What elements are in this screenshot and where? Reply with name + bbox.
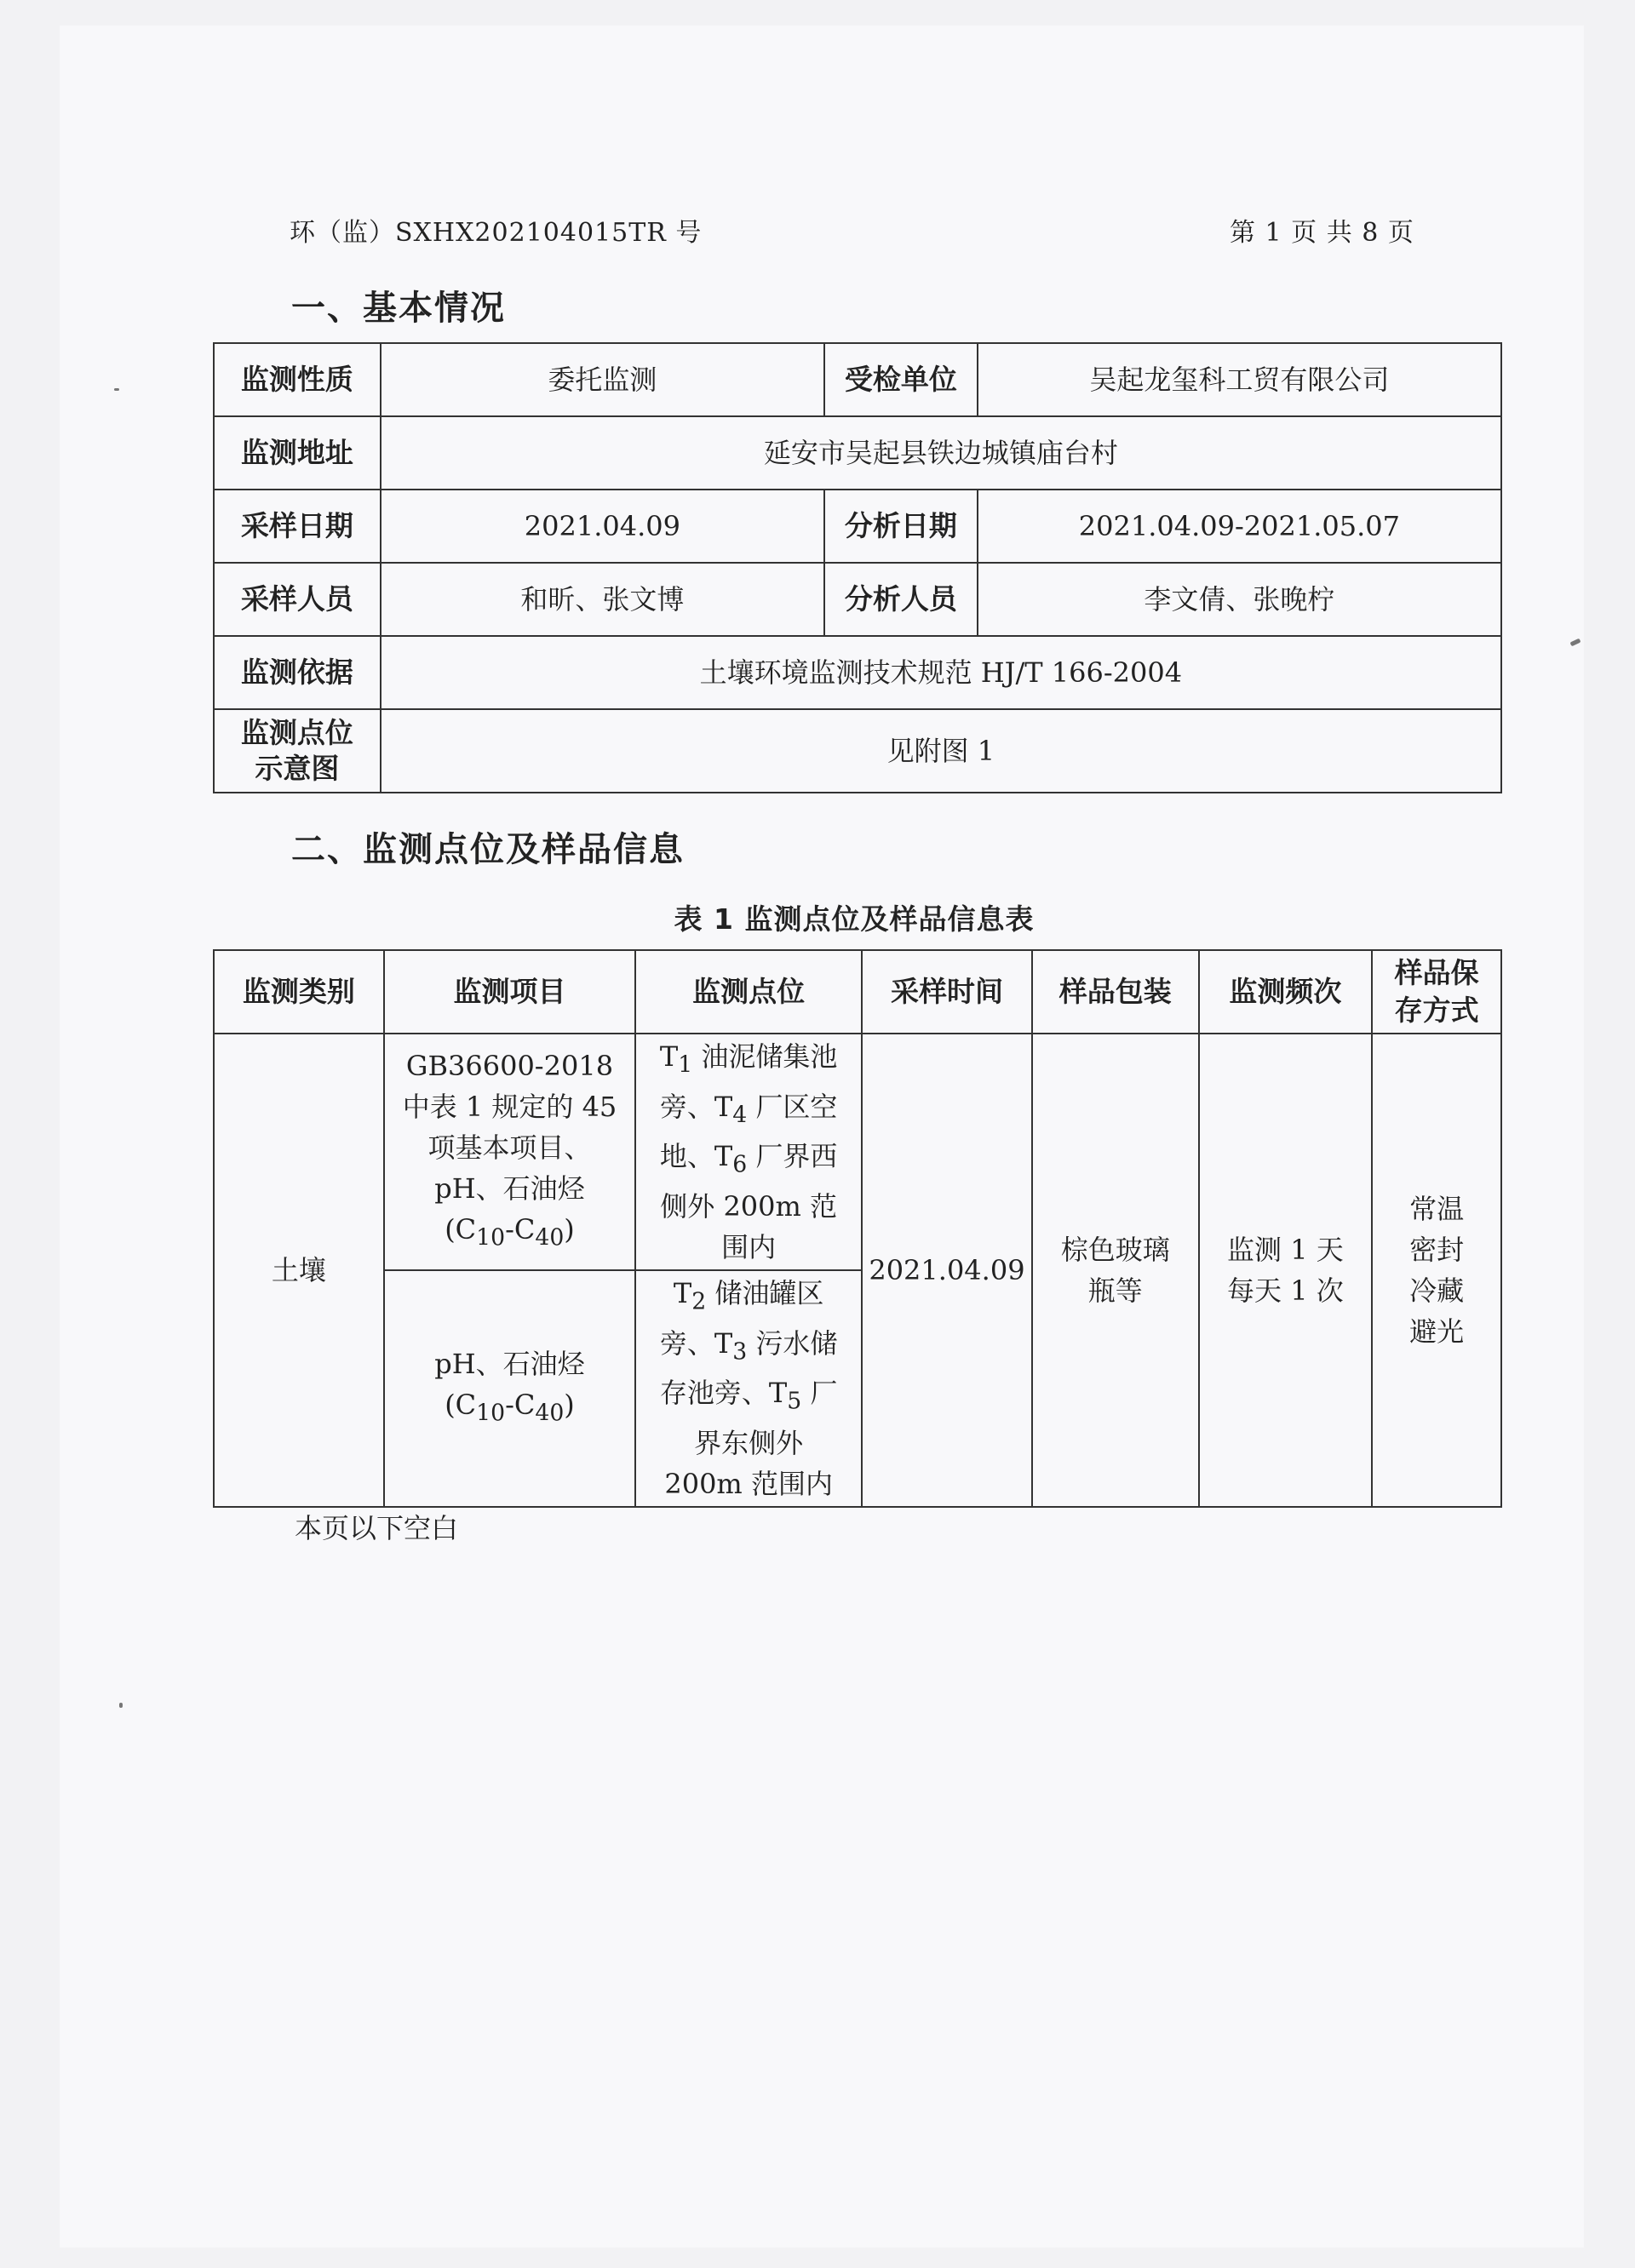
header-point: 监测点位: [635, 950, 862, 1034]
table-row: [214, 416, 1501, 490]
address-value: 延安市吴起县铁边城镇庙台村: [381, 416, 1501, 490]
storage-line-2: 密封: [1409, 1234, 1465, 1266]
frequency-line-2: 每天 1 次: [1227, 1274, 1344, 1307]
storage-line-1: 常温: [1409, 1193, 1465, 1225]
item-cell-1: [384, 1034, 636, 1270]
analysis-date-value: 2021.04.09-2021.05.07: [978, 490, 1501, 563]
unit-label: 受检单位: [824, 343, 978, 416]
category-cell: 土壤: [214, 1034, 384, 1507]
item-1-line-4: pH、石油烃: [434, 1171, 585, 1205]
header-frequency: 监测频次: [1199, 950, 1373, 1034]
point-1-line-4: 侧外 200m 范: [660, 1189, 838, 1223]
nature-label: 监测性质: [214, 343, 381, 416]
nature-value: 委托监测: [381, 343, 824, 416]
storage-line-4: 避光: [1409, 1315, 1465, 1348]
point-cell-1: [635, 1034, 862, 1270]
point-1-line-1: $T_1$ 油泥储集池: [659, 1040, 838, 1079]
time-cell: 2021.04.09: [862, 1034, 1032, 1507]
map-label-line-2: 示意图: [255, 752, 340, 785]
frequency-line-1: 监测 1 天: [1227, 1234, 1344, 1266]
section-2-title: 二、监测点位及样品信息: [291, 830, 685, 869]
point-cell-2: [635, 1270, 862, 1507]
header-category: 监测类别: [214, 950, 384, 1034]
header-item: 监测项目: [384, 950, 636, 1034]
basis-value: 土壤环境监测技术规范 HJ/T 166-2004: [381, 636, 1501, 709]
sample-date-value: 2021.04.09: [381, 490, 824, 563]
sample-info-table: [213, 949, 1502, 1508]
point-1-line-3: 地、$T_6$ 厂界西: [659, 1140, 838, 1178]
table-row: [214, 490, 1501, 563]
analyst-value: 李文倩、张晚柠: [978, 563, 1501, 636]
table-row: [214, 1034, 1501, 1270]
point-2-line-2: 旁、$T_3$ 污水储: [659, 1326, 838, 1366]
item-1-line-2: 中表 1 规定的 45: [402, 1090, 617, 1123]
point-2-line-4: 界东侧外: [694, 1426, 804, 1459]
sampler-value: 和昕、张文博: [381, 563, 824, 636]
package-cell: [1032, 1034, 1199, 1507]
point-2-line-5: 200m 范围内: [664, 1467, 833, 1500]
analyst-label: 分析人员: [824, 563, 978, 636]
header-storage-line-2: 存方式: [1394, 994, 1479, 1027]
item-1-line-5: $(C_{10}-C_{40})$: [445, 1212, 575, 1251]
sampler-label: 采样人员: [214, 563, 381, 636]
item-2-line-1: pH、石油烃: [434, 1347, 585, 1380]
map-label: [214, 709, 381, 793]
header-time: 采样时间: [862, 950, 1032, 1034]
point-2-line-3: 存池旁、$T_5$ 厂: [659, 1377, 838, 1415]
package-line-1: 棕色玻璃: [1060, 1234, 1170, 1266]
item-2-line-2: $(C_{10}-C_{40})$: [445, 1388, 575, 1427]
point-1-line-2: 旁、$T_4$ 厂区空: [659, 1090, 838, 1129]
report-number: 环（监）SXHX202104015TR 号: [290, 218, 703, 248]
table-row: [214, 709, 1501, 793]
sample-date-label: 采样日期: [214, 490, 381, 563]
item-cell-2: [384, 1270, 636, 1507]
scan-speck: [119, 1703, 123, 1708]
storage-line-3: 冷藏: [1409, 1274, 1465, 1307]
header-package: 样品包装: [1032, 950, 1199, 1034]
storage-cell: [1372, 1034, 1501, 1507]
table-row: [214, 636, 1501, 709]
page-info: 第 1 页 共 8 页: [1230, 218, 1414, 248]
item-1-line-1: GB36600-2018: [405, 1049, 614, 1082]
header-storage: [1372, 950, 1501, 1034]
address-label: 监测地址: [214, 416, 381, 490]
point-1-line-5: 围内: [721, 1230, 777, 1263]
section-1-title: 一、基本情况: [291, 289, 506, 328]
map-value: 见附图 1: [381, 709, 1501, 793]
point-2-line-1: $T_2$ 储油罐区: [673, 1277, 824, 1315]
package-line-2: 瓶等: [1087, 1274, 1143, 1307]
header-storage-line-1: 样品保: [1394, 956, 1479, 989]
basic-info-table: [213, 342, 1502, 793]
scan-speck: [114, 388, 119, 391]
item-1-line-3: 项基本项目、: [427, 1131, 592, 1164]
unit-value: 吴起龙玺科工贸有限公司: [978, 343, 1501, 416]
table-caption: 表 1 监测点位及样品信息表: [674, 902, 1035, 936]
frequency-cell: [1199, 1034, 1373, 1507]
map-label-line-1: 监测点位: [240, 716, 353, 749]
analysis-date-label: 分析日期: [824, 490, 978, 563]
table-row: [214, 343, 1501, 416]
basis-label: 监测依据: [214, 636, 381, 709]
footer-note: 本页以下空白: [295, 1512, 459, 1544]
table-row: [214, 563, 1501, 636]
table-header-row: [214, 950, 1501, 1034]
